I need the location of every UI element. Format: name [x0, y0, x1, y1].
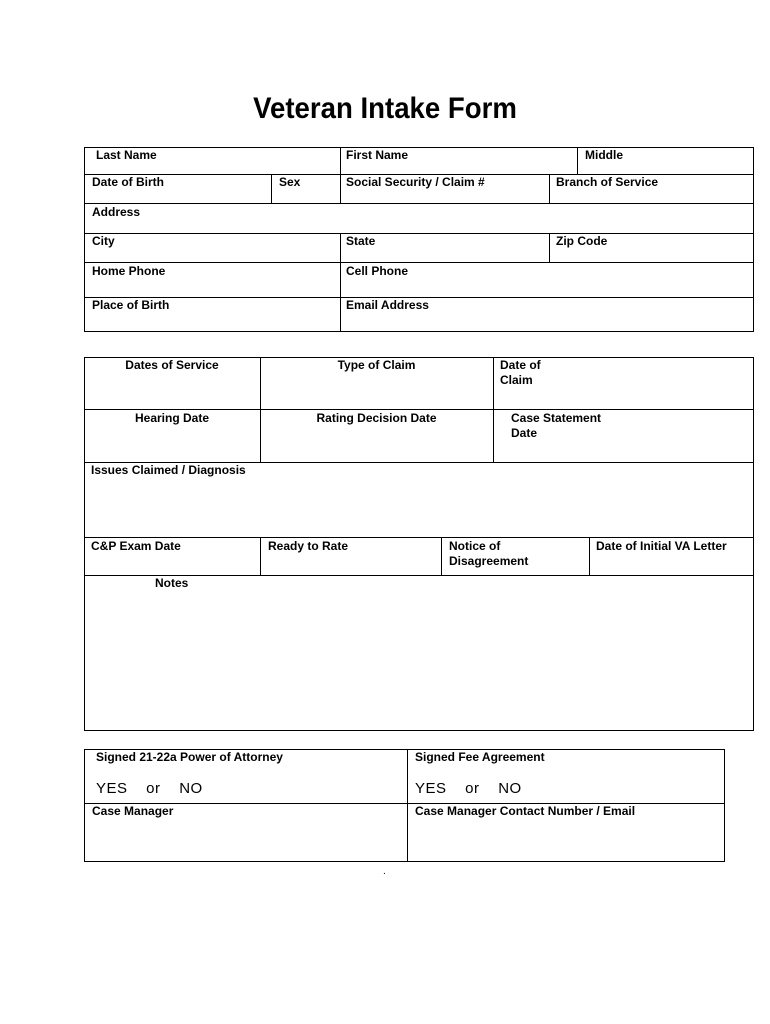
rating-decision-date-label: Rating Decision Date: [316, 411, 437, 425]
type-of-claim-label: Type of Claim: [337, 358, 416, 372]
issues-claimed-label: Issues Claimed / Diagnosis: [91, 463, 246, 477]
initial-va-letter-label: Date of Initial VA Letter: [596, 539, 727, 553]
power-of-attorney-label: Signed 21-22a Power of Attorney: [96, 750, 283, 764]
date-of-birth-label: Date of Birth: [92, 175, 164, 189]
first-name-label: First Name: [346, 148, 409, 162]
sex-label: Sex: [279, 175, 301, 189]
hearing-date-label: Hearing Date: [134, 411, 210, 425]
cp-exam-date-label: C&P Exam Date: [91, 539, 181, 553]
ready-to-rate-label: Ready to Rate: [268, 539, 349, 553]
last-name-label: Last Name: [96, 148, 157, 162]
fee-agreement-yes-no: YES or NO: [415, 780, 522, 797]
home-phone-label: Home Phone: [92, 264, 166, 278]
city-label: City: [92, 234, 115, 248]
footer-mark: .: [383, 866, 386, 877]
case-manager-label: Case Manager: [92, 804, 174, 818]
notes-label: Notes: [155, 576, 189, 590]
branch-of-service-label: Branch of Service: [556, 175, 659, 189]
notice-of-disagreement-label: Notice of Disagreement: [449, 539, 529, 568]
power-of-attorney-yes-no: YES or NO: [96, 780, 203, 797]
cell-phone-label: Cell Phone: [346, 264, 409, 278]
state-label: State: [346, 234, 376, 248]
address-label: Address: [92, 205, 141, 219]
ssn-claim-label: Social Security / Claim #: [346, 175, 485, 189]
middle-label: Middle: [585, 148, 623, 162]
fee-agreement-label: Signed Fee Agreement: [415, 750, 545, 764]
place-of-birth-label: Place of Birth: [92, 298, 170, 312]
dates-of-service-label: Dates of Service: [125, 358, 219, 372]
zip-code-label: Zip Code: [556, 234, 608, 248]
date-of-claim-label: Date of Claim: [500, 358, 541, 387]
case-statement-date-label: Case Statement Date: [511, 411, 602, 440]
email-address-label: Email Address: [346, 298, 429, 312]
page-title: Veteran Intake Form: [253, 92, 517, 125]
case-manager-contact-label: Case Manager Contact Number / Email: [415, 804, 636, 818]
